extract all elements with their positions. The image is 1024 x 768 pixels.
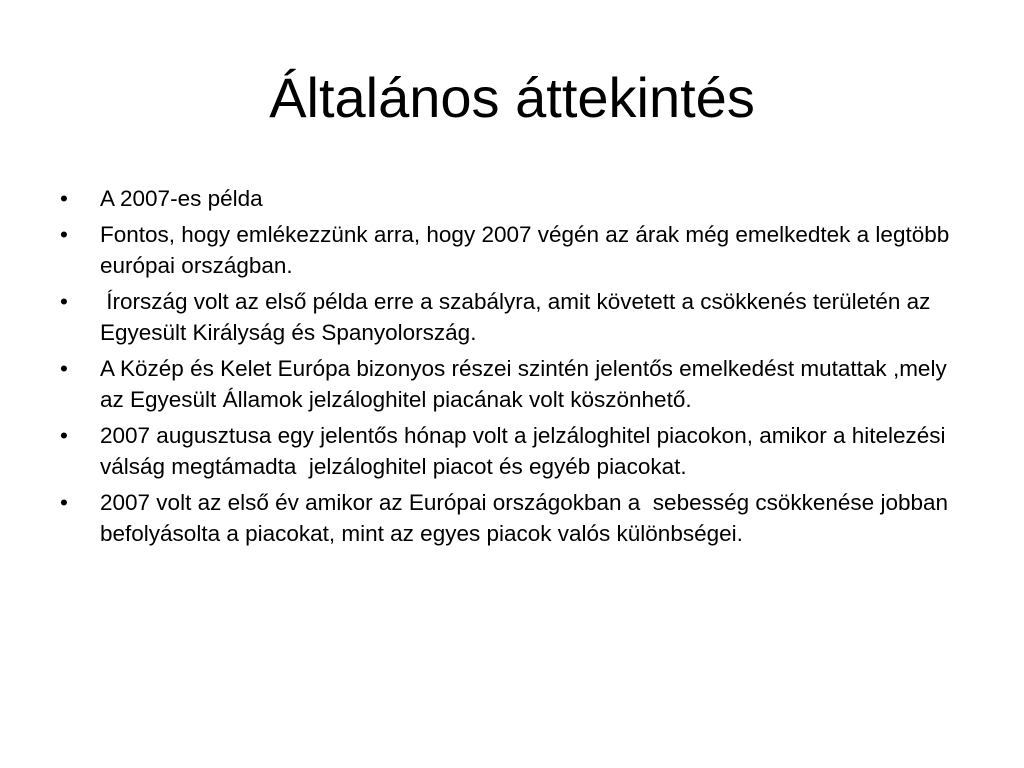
bullet-text: Írország volt az első példa erre a szabályra, amit követett a csökkenés területén az Egyesült Királyság és Spanyolország. [100,289,937,345]
bullet-item [60,487,955,549]
bullet-list [60,183,956,554]
slide-title: Általános áttekintés [269,66,755,129]
bullet-marker: • [60,356,68,381]
bullet-text: 2007 augusztusa egy jelentős hónap volt a jelzáloghitel piacokon, amikor a hitelezési válság megtámadta jelzáloghitel piacot és egyéb piacokat. [100,423,952,479]
bullet-marker: • [60,423,68,448]
bullet-item [60,353,953,415]
bullet-text: 2007 volt az első év amikor az Európai országokban a sebesség csökkenése jobban befolyásolta a piacokat, mint az egyes piacok valós különbségei. [100,490,955,546]
bullet-text: Fontos, hogy emlékezzünk arra, hogy 2007 végén az árak még emelkedtek a legtöbb európai országban. [100,222,956,278]
bullet-text: A Közép és Kelet Európa bizonyos részei szintén jelentős emelkedést mutattak ,mely az Egyesült Államok jelzáloghitel piacának volt köszönhető. [100,356,953,412]
bullet-marker: • [60,490,68,515]
bullet-marker: • [60,289,68,314]
bullet-item [60,219,956,281]
bullet-item [60,420,950,482]
bullet-text: A 2007-es példa [100,186,263,211]
bullet-item [60,286,950,348]
bullet-item [60,183,950,214]
bullet-marker: • [60,186,68,211]
bullet-marker: • [60,222,68,247]
